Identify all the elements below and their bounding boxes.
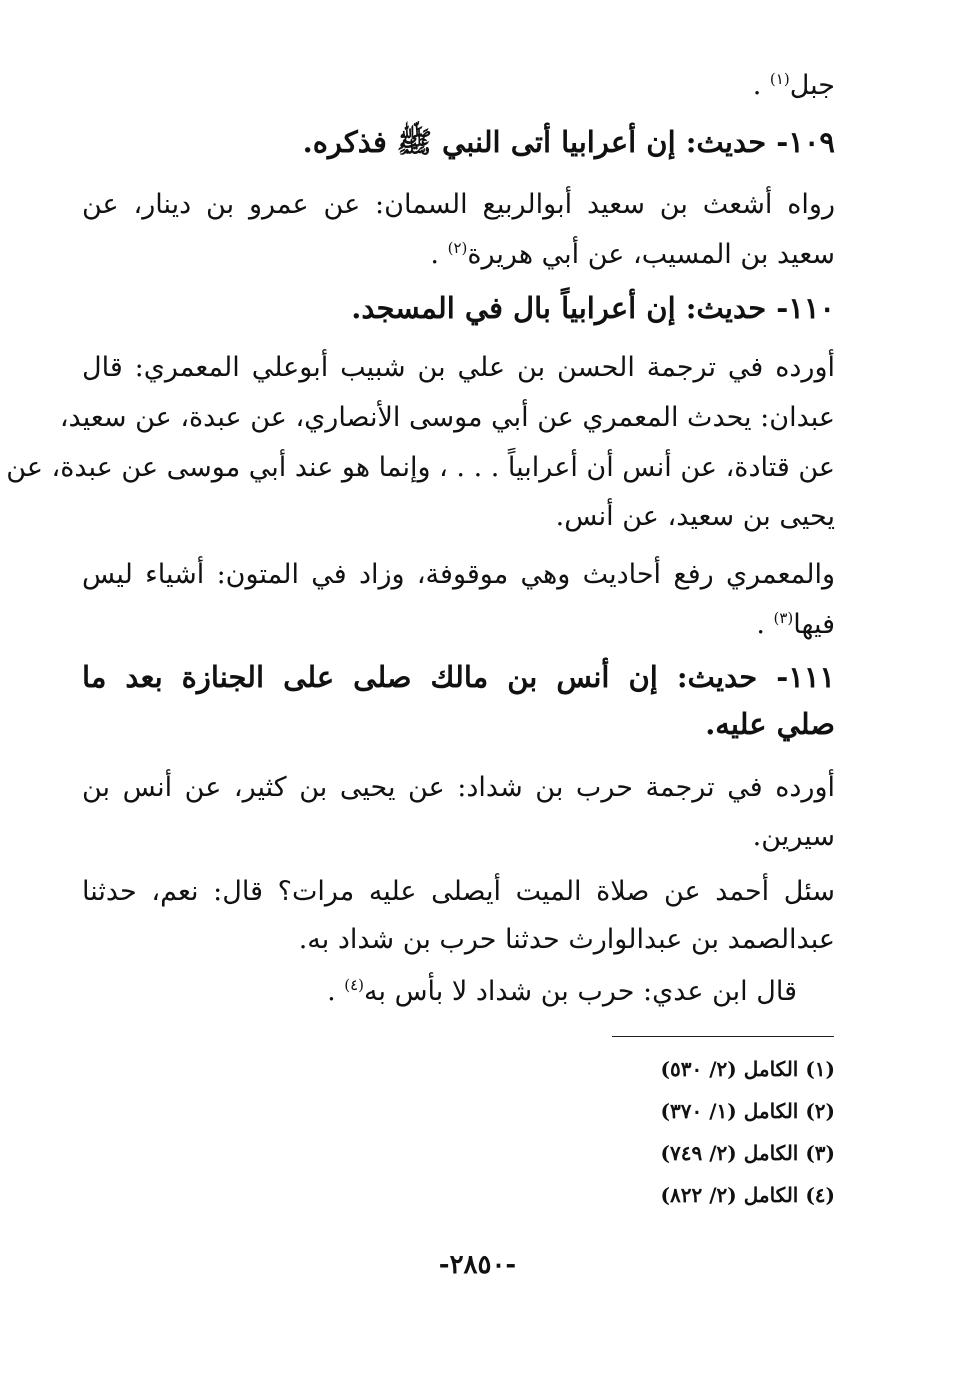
hadith-heading-111-cont: صلي عليه. [705,707,835,741]
text-span: قال ابن عدي: حرب بن شداد لا بأس به [364,976,797,1007]
text-line [327,972,797,1012]
text-line: سيرين. [752,821,835,852]
hadith-heading-110: ١١٠- حديث: إن أعرابياً بال في المسجد. [351,291,835,325]
footnote: (٢) الكامل (١/ ٣٧٠) [660,1099,835,1123]
text-line: أورده في ترجمة الحسن بن علي بن شبيب أبوعلي المعمري: قال [82,352,835,383]
text-line: يحيى بن سعيد، عن أنس. [555,501,835,532]
footnote-ref: (٤) [344,976,365,994]
text-span: . [327,976,345,1007]
footnote: (٣) الكامل (٢/ ٧٤٩) [660,1141,835,1165]
footnote: (٤) الكامل (٢/ ٨٢٢) [660,1183,835,1207]
text-line [753,66,835,106]
text-span: . [756,609,774,640]
text-line: عبدان: يحدث المعمري عن أبي موسى الأنصاري، عن عبدة، عن سعيد، [59,402,835,433]
footnote-ref: (١) [769,70,790,88]
text-span: فيها [793,609,835,640]
text-line: والمعمري رفع أحاديث وهي موقوفة، وزاد في المتون: أشياء ليس [82,559,835,590]
footnote-ref: (٢) [447,239,468,257]
text-line: سئل أحمد عن صلاة الميت أيصلى عليه مرات؟ قال: نعم، حدثنا [82,876,835,907]
text-span: جبل [789,70,835,101]
text-line: رواه أشعث بن سعيد أبوالربيع السمان: عن عمرو بن دينار، عن [82,189,835,220]
text-span: . [430,239,448,270]
footnote-ref: (٣) [773,609,794,627]
text-line: عبدالصمد بن عبدالوارث حدثنا حرب بن شداد به. [298,924,835,955]
text-span: سعيد بن المسيب، عن أبي هريرة [467,239,835,270]
text-span: . [752,70,770,101]
footnote-separator [612,1036,834,1037]
hadith-heading-111: ١١١- حديث: إن أنس بن مالك صلى على الجنازة بعد ما [82,660,835,694]
text-line [756,605,835,645]
text-line [430,235,835,275]
footnote: (١) الكامل (٢/ ٥٣٠) [660,1057,835,1081]
page-number: -٢٨٥٠- [438,1250,517,1280]
text-line: عن قتادة، عن أنس أن أعرابياً . . . ، وإنما هو عند أبي موسى عن عبدة، عن [6,452,835,483]
hadith-heading-109: ١٠٩- حديث: إن أعرابيا أتى النبي ﷺ فذكره. [302,125,835,159]
text-line: أورده في ترجمة حرب بن شداد: عن يحيى بن كثير، عن أنس بن [82,772,835,803]
